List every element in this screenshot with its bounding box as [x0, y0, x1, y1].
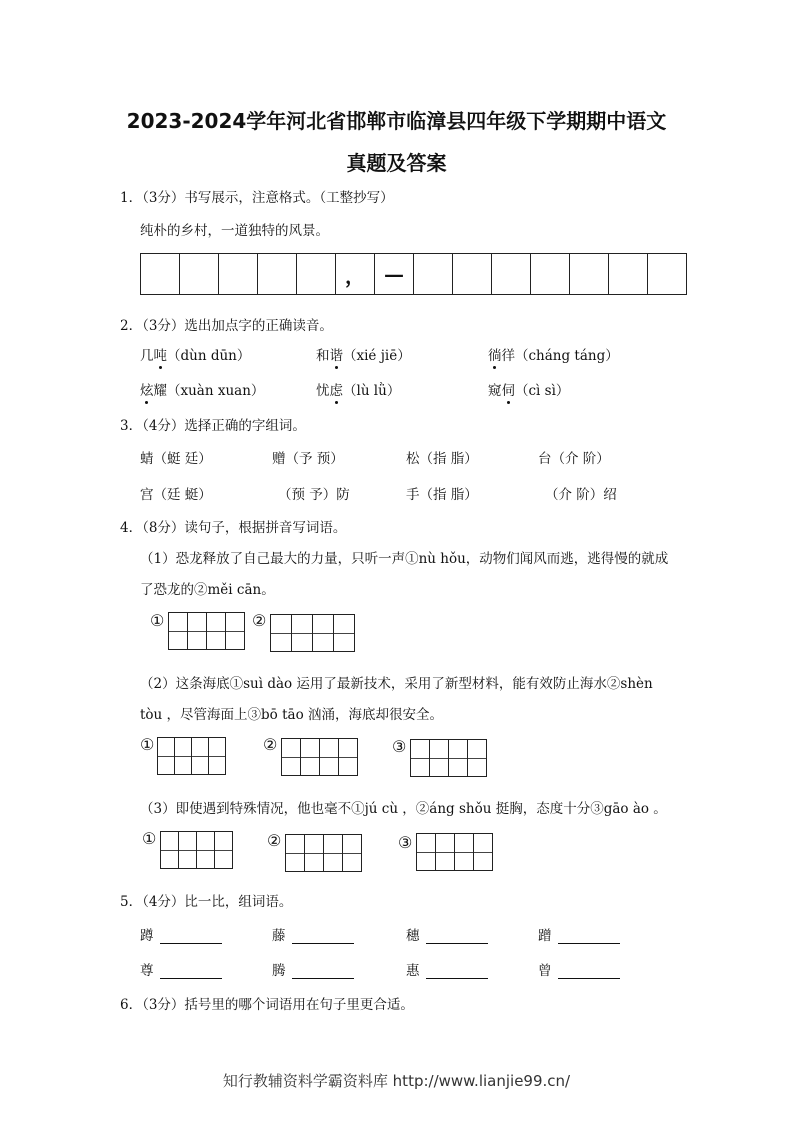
- q5-item: 惠: [406, 959, 488, 979]
- q3-item: 宫（廷 蜓）: [140, 487, 212, 503]
- q2-item: 窥伺（cì sì）: [488, 379, 569, 399]
- q4-sentence-1-cont: 了恐龙的②měi cān。: [140, 582, 275, 598]
- q3-item: 手（指 脂）: [406, 487, 478, 503]
- pinyin-answer-box[interactable]: [157, 737, 226, 775]
- pinyin-answer-box[interactable]: [416, 833, 493, 871]
- answer-marker: ③: [398, 833, 413, 852]
- q4-sentence-3: （3）即使遇到特殊情况，他也毫不①jú cù ，②áng shǒu 挺胸，态度十分③gāo ào 。: [140, 801, 667, 817]
- q5-item: 腾: [272, 959, 354, 979]
- q1-writing-grid[interactable]: [140, 253, 687, 295]
- answer-blank[interactable]: [292, 964, 354, 979]
- q5-item: 蹲: [140, 924, 222, 944]
- pinyin-answer-box[interactable]: [410, 739, 487, 777]
- answer-blank[interactable]: [160, 929, 222, 944]
- pinyin-answer-box[interactable]: [281, 738, 358, 776]
- grid-cell[interactable]: [141, 254, 180, 294]
- footer-watermark: 知行教辅资料学霸资料库 http://www.lianjie99.cn/: [222, 1072, 571, 1090]
- q5-item: 穗: [406, 924, 488, 944]
- answer-marker: ①: [142, 829, 157, 848]
- grid-cell[interactable]: [453, 254, 492, 294]
- answer-marker: ①: [140, 735, 155, 754]
- q4-sentence-1: （1）恐龙释放了自己最大的力量，只听一声①nù hǒu，动物们闻风而逃，逃得慢的就成: [140, 551, 669, 567]
- answer-marker: ②: [252, 611, 267, 630]
- q2-heading: 2．（3分）选出加点字的正确读音。: [120, 318, 333, 334]
- pinyin-answer-box[interactable]: [270, 614, 355, 652]
- grid-cell[interactable]: [648, 254, 686, 294]
- answer-blank[interactable]: [292, 929, 354, 944]
- answer-marker: ①: [150, 611, 165, 630]
- q3-item: 蜻（蜓 廷）: [140, 451, 212, 467]
- q3-item: 赠（予 预）: [272, 451, 344, 467]
- grid-cell[interactable]: [609, 254, 648, 294]
- q3-item: 台（介 阶）: [538, 451, 610, 467]
- q2-item: 忧虑（lù lǜ）: [316, 379, 400, 399]
- pinyin-answer-box[interactable]: [160, 831, 233, 869]
- answer-blank[interactable]: [426, 964, 488, 979]
- q2-item: 徜徉（cháng táng）: [488, 344, 619, 364]
- q5-item: 曾: [538, 959, 620, 979]
- q2-item: 炫耀（xuàn xuan）: [140, 379, 264, 399]
- q2-item: 几吨（dùn dūn）: [140, 344, 250, 364]
- grid-cell[interactable]: [531, 254, 570, 294]
- q4-sentence-2-cont: tòu ，尽管海面上③bō tāo 汹涌，海底却很安全。: [140, 707, 443, 723]
- q5-heading: 5．（4分）比一比，组词语。: [120, 894, 293, 910]
- q6-heading: 6．（3分）括号里的哪个词语用在句子里更合适。: [120, 997, 414, 1013]
- document-title-line2: 真题及答案: [346, 151, 447, 175]
- pinyin-answer-box[interactable]: [285, 834, 362, 872]
- q4-sentence-2: （2）这条海底①suì dào 运用了最新技术，采用了新型材料，能有效防止海水②shèn: [140, 676, 653, 692]
- answer-blank[interactable]: [160, 964, 222, 979]
- q2-item: 和谐（xié jiē）: [316, 344, 411, 364]
- q5-item: 藤: [272, 924, 354, 944]
- grid-cell[interactable]: [180, 254, 219, 294]
- q4-heading: 4．（8分）读句子，根据拼音写词语。: [120, 520, 347, 536]
- grid-cell-comma[interactable]: ，: [336, 254, 375, 294]
- q1-heading: 1．（3分）书写展示，注意格式。（工整抄写）: [120, 190, 394, 206]
- pinyin-answer-box[interactable]: [168, 612, 245, 650]
- answer-blank[interactable]: [558, 964, 620, 979]
- grid-cell[interactable]: [570, 254, 609, 294]
- answer-marker: ②: [267, 831, 282, 850]
- grid-cell[interactable]: [297, 254, 336, 294]
- q3-item: （介 阶）绍: [545, 487, 617, 503]
- q5-item: 蹭: [538, 924, 620, 944]
- grid-cell[interactable]: [414, 254, 453, 294]
- q3-item: （预 予）防: [278, 487, 350, 503]
- q5-item: 尊: [140, 959, 222, 979]
- answer-blank[interactable]: [558, 929, 620, 944]
- grid-cell-dash[interactable]: —: [375, 254, 414, 294]
- document-title-line1: 2023-2024学年河北省邯郸市临漳县四年级下学期期中语文: [126, 109, 667, 133]
- answer-blank[interactable]: [426, 929, 488, 944]
- q1-sentence: 纯朴的乡村，一道独特的风景。: [140, 223, 329, 239]
- answer-marker: ②: [263, 735, 278, 754]
- grid-cell[interactable]: [492, 254, 531, 294]
- answer-marker: ③: [392, 737, 407, 756]
- q3-item: 松（指 脂）: [406, 451, 478, 467]
- grid-cell[interactable]: [219, 254, 258, 294]
- grid-cell[interactable]: [258, 254, 297, 294]
- q3-heading: 3．（4分）选择正确的字组词。: [120, 418, 306, 434]
